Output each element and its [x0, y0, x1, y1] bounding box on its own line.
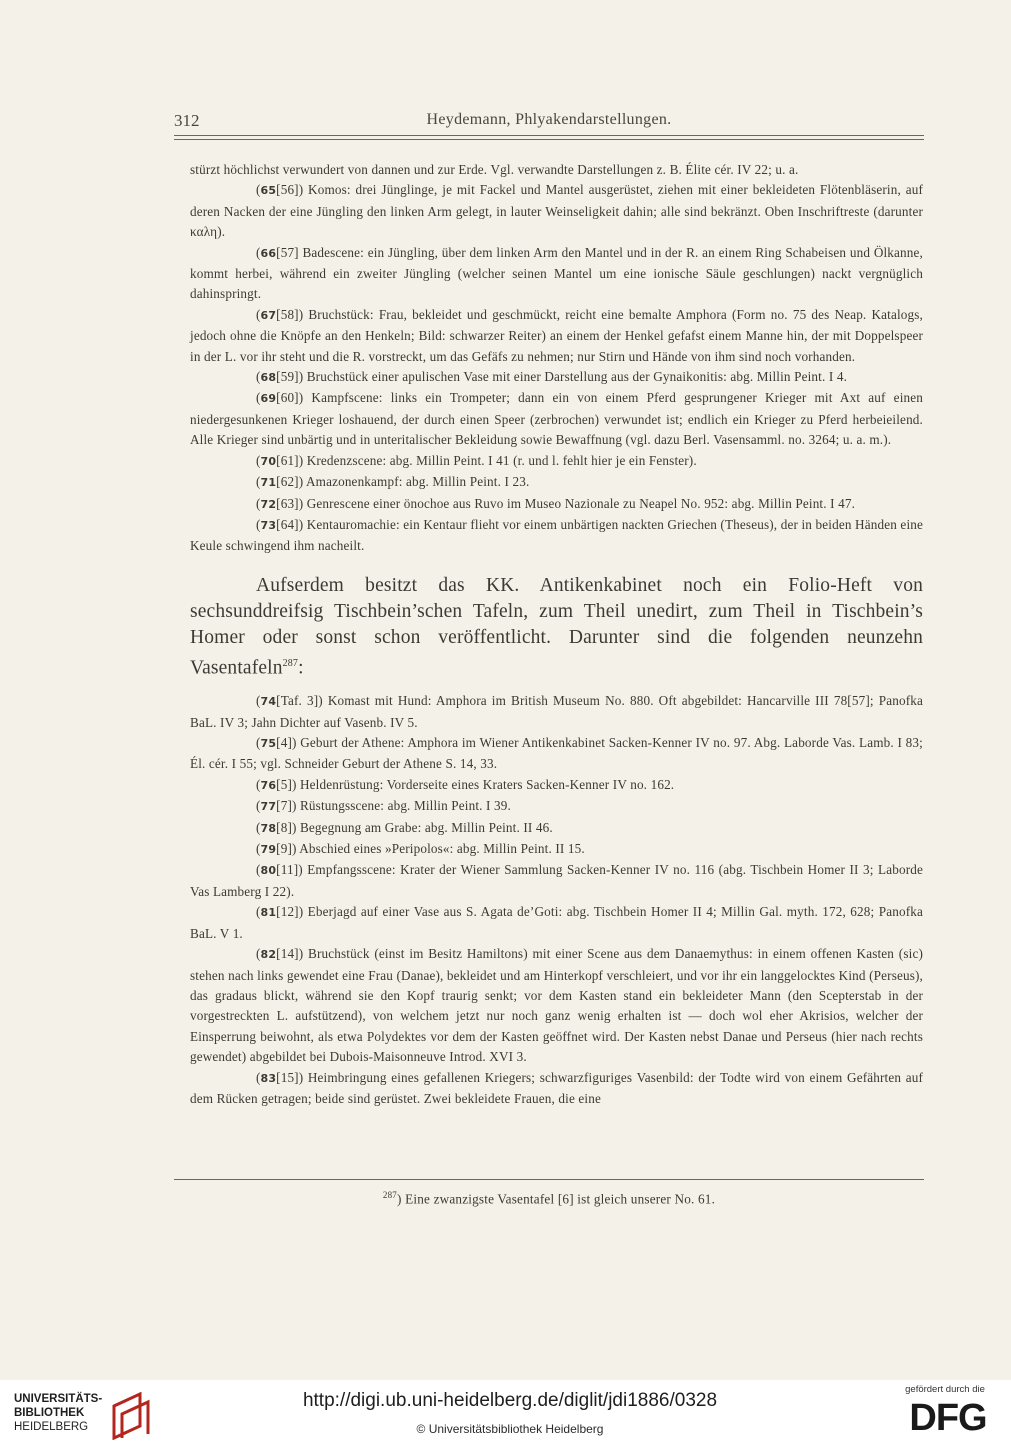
- catalog-entry: (69[60]) Kampfscene: links ein Trompeter; dann ein von einem Pferd gesprungener Krieger mit Axt auf einen niedergesunkenen Krieger loshauend, der durch einen Speer (zerbrochen) verwundet ist; endlich ein Krieger zu Pferd herbeieilend. Alle Krieger sind unbärtig und in unteritalischer Bekleidung sowie Bewaffnung (vgl. dazu Berl. Vasensamml. no. 3264; u. a. m.).: [190, 390, 923, 448]
- entry-text: [8]) Begegnung am Grabe: abg. Millin Peint. II 46.: [276, 819, 553, 835]
- entry-text: [62]) Amazonenkampf: abg. Millin Peint. I 23.: [276, 474, 530, 490]
- catalog-entry: (72[63]) Genrescene einer önochoe aus Ruvo im Museo Nazionale zu Neapel No. 952: abg. Millin Peint. I 47.: [256, 495, 856, 511]
- library-name-line2: BIBLIOTHEK: [14, 1407, 85, 1419]
- entry-text: [9]) Abschied eines »Peripolos«: abg. Millin Peint. II 15.: [276, 841, 585, 857]
- library-name-line3: HEIDELBERG: [14, 1421, 89, 1433]
- entry-number: 67: [260, 308, 277, 322]
- entry-number: 82: [260, 948, 277, 962]
- footnote-mark: 287: [382, 1190, 398, 1200]
- catalog-entry: [190, 160, 923, 180]
- footnote: [174, 1190, 924, 1207]
- entry-text: [59]) Bruchstück einer apulischen Vase mit einer Darstellung aus der Gynaikonitis: abg. Millin Peint. I 4.: [276, 369, 848, 385]
- entry-number: 66: [260, 246, 277, 260]
- entry-number: 74: [260, 695, 277, 709]
- entry-text: [Taf. 3]) Komast mit Hund: Amphora im British Museum No. 880. Oft abgebildet: Hancarville III 78[57]; Panofka BaL. IV 3; Jahn Dichter auf Vasenb. IV 5.: [190, 693, 923, 730]
- entry-number: 83: [260, 1071, 277, 1085]
- catalog-entry: (67[58]) Bruchstück: Frau, bekleidet und geschmückt, reicht eine bemalte Amphora (Form no. 75 des Neap. Katalogs, jedoch ohne die Knöpfe an den Henkeln; Bild: schwarzer Reiter) an einem der Henkel gefafst einem Manne hin, der mit Doppelspeer in der L. vor ihr steht und die R. vorstreckt, um das Gefäfs zu nehmen; nur Stirn und Hände von ihm sind noch vorhanden.: [190, 306, 923, 364]
- catalog-entry: (68[59]) Bruchstück einer apulischen Vase mit einer Darstellung aus der Gynaikonitis: abg. Millin Peint. I 4.: [256, 369, 848, 385]
- entry-number: 81: [260, 906, 277, 920]
- catalog-entry: (82[14]) Bruchstück (einst im Besitz Hamiltons) mit einer Scene aus dem Danaemythus: in einem offenen Kasten (sic) stehen nach links gewendet eine Frau (Danae), bekleidet und am Hinterkopf verschleiert, und vor ihr ein langgelocktes Kind (Perseus), das gradaus blickt, während sie den Kopf traurig senkt; vor dem Kasten stand ein bekleideter Mann (den Scepterstab in der vorgestreckten L. aufstützend), von welchem jetzt nur noch ganz wenig erhalten ist — doch wol eher Akrisios, welcher der Einsperrung beiwohnt, als etwa Polydektes vor dem der Kasten geöffnet wird. Der Kasten nebst Danae und Perseus (hier nach rechts gewendet) abgebildet bei Dubois-Maisonneuve Introd. XVI 3.: [190, 946, 923, 1065]
- dfg-logo[interactable]: DFG: [909, 1397, 987, 1439]
- page-number: 312: [174, 111, 200, 130]
- catalog-entry: (65[56]) Komos: drei Jünglinge, je mit Fackel und Mantel ausgerüstet, ziehen mit einer bekleideten Flötenbläserin, auf deren Nacken der eine Jüngling den linken Arm gelegt, in lauter Weinseligkeit dahin; alle sind bekränzt. Oben Inschriftreste (darunter καλη).: [190, 182, 923, 240]
- catalog-entry: (74[Taf. 3]) Komast mit Hund: Amphora im British Museum No. 880. Oft abgebildet: Hancarville III 78[57]; Panofka BaL. IV 3; Jahn Dichter auf Vasenb. IV 5.: [190, 693, 923, 730]
- entry-text: [15]) Heimbringung eines gefallenen Kriegers; schwarzfiguriges Vasenbild: der Todte wird von einem Gefährten auf dem Rücken getragen; beide sind gerüstet. Zwei bekleidete Frauen, die eine: [190, 1069, 923, 1106]
- entry-text: [12]) Eberjagd auf einer Vase aus S. Agata de’Goti: abg. Tischbein Homer II 4; Millin Gal. myth. 172, 628; Panofka BaL. V 1.: [190, 904, 923, 941]
- entry-text: [14]) Bruchstück (einst im Besitz Hamiltons) mit einer Scene aus dem Danaemythus: in einem offenen Kasten (sic) stehen nach links gewendet eine Frau (Danae), bekleidet und am Hinterkopf verschleiert, und vor ihr ein langgelocktes Kind (Perseus), das gradaus blickt, während sie den Kopf traurig senkt; vor dem Kasten stand ein bekleideter Mann (den Scepterstab in der vorgestreckten L. aufstützend), von welchem jetzt nur noch ganz wenig erhalten ist — doch wol eher Akrisios, welcher der Einsperrung beiwohnt, als etwa Polydektes vor dem der Kasten geöffnet wird. Der Kasten nebst Danae und Perseus (hier nach rechts gewendet) abgebildet bei Dubois-Maisonneuve Introd. XVI 3.: [190, 946, 923, 1065]
- entry-text: [60]) Kampfscene: links ein Trompeter; dann ein von einem Pferd gesprungener Krieger mit Axt auf einen niedergesunkenen Krieger loshauend, der durch einen Speer (zerbrochen) verwundet ist; endlich ein Krieger zu Pferd herbeieilend. Alle Krieger sind unbärtig und in unteritalischer Bekleidung sowie Bewaffnung (vgl. dazu Berl. Vasensamml. no. 3264; u. a. m.).: [190, 390, 923, 448]
- header-rule: [174, 135, 924, 136]
- footnote-rule: [174, 1179, 924, 1180]
- catalog-entry: (81[12]) Eberjagd auf einer Vase aus S. Agata de’Goti: abg. Tischbein Homer II 4; Millin Gal. myth. 172, 628; Panofka BaL. V 1.: [190, 904, 923, 941]
- header-rule-double: [174, 139, 924, 140]
- entry-number: 76: [260, 778, 277, 792]
- entry-number: 78: [260, 821, 277, 835]
- catalog-entry: (80[11]) Empfangsscene: Krater der Wiener Sammlung Sacken-Kenner IV no. 116 (abg. Tischbein Homer II 3; Laborde Vas Lamberg I 22).: [190, 862, 923, 899]
- entry-text: [5]) Heldenrüstung: Vorderseite eines Kraters Sacken-Kenner IV no. 162.: [276, 776, 675, 792]
- catalog-entry: (66[57] Badescene: ein Jüngling, über dem linken Arm den Mantel und in der R. an einem Ring Schabeisen und Ölkanne, kommt herbei, während ein zweiter Jüngling (welcher seinen Mantel um eine ionische Säule geschlungen) nackt vergnüglich dahinspringt.: [190, 244, 923, 302]
- entry-text: [63]) Genrescene einer önochoe aus Ruvo im Museo Nazionale zu Neapel No. 952: abg. Millin Peint. I 47.: [276, 495, 856, 511]
- entry-number: 77: [260, 800, 277, 814]
- body-text: [190, 160, 923, 1109]
- catalog-entry: (71[62]) Amazonenkampf: abg. Millin Peint. I 23.: [256, 474, 530, 490]
- permalink-url[interactable]: http://digi.ub.uni-heidelberg.de/diglit/jdi1886/0328: [302, 1390, 718, 1411]
- entry-text: [11]) Empfangsscene: Krater der Wiener Sammlung Sacken-Kenner IV no. 116 (abg. Tischbein Homer II 3; Laborde Vas Lamberg I 22).: [190, 862, 923, 899]
- entry-text: [7]) Rüstungsscene: abg. Millin Peint. I 39.: [276, 798, 511, 814]
- entry-number: 75: [260, 737, 277, 751]
- catalog-entry: (83[15]) Heimbringung eines gefallenen Kriegers; schwarzfiguriges Vasenbild: der Todte wird von einem Gefährten auf dem Rücken getragen; beide sind gerüstet. Zwei bekleidete Frauen, die eine: [190, 1069, 923, 1106]
- entry-number: 79: [260, 843, 277, 857]
- footnote-text: ) Eine zwanzigste Vasentafel [6] ist gleich unserer No. 61.: [397, 1191, 716, 1207]
- catalog-entry: (73[64]) Kentauromachie: ein Kentaur flieht vor einem unbärtigen nackten Griechen (Theseus), der in beiden Händen eine Keule schwingend ihm nacheilt.: [190, 516, 923, 554]
- catalog-entry: (76[5]) Heldenrüstung: Vorderseite eines Kraters Sacken-Kenner IV no. 162.: [256, 776, 675, 792]
- catalog-entry: (79[9]) Abschied eines »Peripolos«: abg. Millin Peint. II 15.: [256, 841, 585, 857]
- running-title: Heydemann, Phlyakendarstellungen.: [426, 111, 672, 128]
- copyright-notice: © Universitätsbibliothek Heidelberg: [416, 1422, 604, 1436]
- catalog-entries-part2: [190, 691, 923, 1109]
- entry-number: 80: [260, 864, 277, 878]
- catalog-entry: (70[61]) Kredenzscene: abg. Millin Peint. I 41 (r. und l. fehlt hier je ein Fenster).: [256, 452, 697, 468]
- section-intro: Aufserdem besitzt das KK. Antikenkabinet noch ein Folio-Heft von sechsunddreifsig Tischbein’schen Tafeln, zum Theil unedirt, zum Theil in Tischbein’s Homer oder sonst schon veröffentlicht. Darunter sind die folgenden neunzehn Vasentafeln$^{287}$:: [190, 574, 923, 679]
- entry-number: 71: [260, 476, 277, 490]
- entry-text: [58]) Bruchstück: Frau, bekleidet und geschmückt, reicht eine bemalte Amphora (Form no. 75 des Neap. Katalogs, jedoch ohne die Knöpfe an den Henkeln; Bild: schwarzer Reiter) an einem der Henkel gefafst einem Manne hin, der mit Doppelspeer in der L. vor ihr steht und die R. vorstreckt, um das Gefäfs zu nehmen; nur Stirn und Hände von ihm sind noch vorhanden.: [190, 306, 923, 364]
- entry-text: [64]) Kentauromachie: ein Kentaur flieht vor einem unbärtigen nackten Griechen (Theseus), der in beiden Händen eine Keule schwingend ihm nacheilt.: [190, 516, 923, 554]
- entry-number: 73: [260, 518, 277, 532]
- library-logo[interactable]: [14, 1392, 154, 1440]
- library-mark-icon: [110, 1392, 152, 1440]
- funding-caption: gefördert durch die: [905, 1384, 985, 1395]
- entry-number: 72: [260, 497, 277, 511]
- entry-text: [56]) Komos: drei Jünglinge, je mit Fackel und Mantel ausgerüstet, ziehen mit einer bekleideten Flötenbläserin, auf deren Nacken der eine Jüngling den linken Arm gelegt, in lauter Weinseligkeit dahin; alle sind bekränzt. Oben Inschriftreste (darunter καλη).: [190, 182, 923, 240]
- catalog-entries-part1: [190, 160, 923, 557]
- entry-number: 68: [260, 371, 277, 385]
- catalog-entry: (78[8]) Begegnung am Grabe: abg. Millin Peint. II 46.: [256, 819, 553, 835]
- library-name-line1: UNIVERSITÄTS-: [14, 1393, 103, 1405]
- entry-text: [4]) Geburt der Athene: Amphora im Wiener Antikenkabinet Sacken-Kenner IV no. 97. Abg. Laborde Vas. Lamb. I 83; Él. cér. I 55; vgl. Schneider Geburt der Athene S. 14, 33.: [190, 735, 923, 772]
- entry-text: [61]) Kredenzscene: abg. Millin Peint. I 41 (r. und l. fehlt hier je ein Fenster).: [276, 452, 697, 468]
- footnote-reference: 287: [282, 657, 299, 669]
- entry-text: [57] Badescene: ein Jüngling, über dem linken Arm den Mantel und in der R. an einem Ring Schabeisen und Ölkanne, kommt herbei, während ein zweiter Jüngling (welcher seinen Mantel um eine ionische Säule geschlungen) nackt vergnüglich dahinspringt.: [190, 244, 923, 302]
- entry-number: 70: [260, 454, 277, 468]
- catalog-entry: (75[4]) Geburt der Athene: Amphora im Wiener Antikenkabinet Sacken-Kenner IV no. 97. Abg. Laborde Vas. Lamb. I 83; Él. cér. I 55; vgl. Schneider Geburt der Athene S. 14, 33.: [190, 735, 923, 772]
- entry-text: stürzt höchlichst verwundert von dannen und zur Erde. Vgl. verwandte Darstellungen z. B. Élite cér. IV 22; u. a.: [190, 162, 799, 177]
- entry-number: 69: [260, 392, 277, 406]
- entry-number: 65: [260, 184, 277, 198]
- catalog-entry: (77[7]) Rüstungsscene: abg. Millin Peint. I 39.: [256, 798, 511, 814]
- running-header: [174, 111, 924, 133]
